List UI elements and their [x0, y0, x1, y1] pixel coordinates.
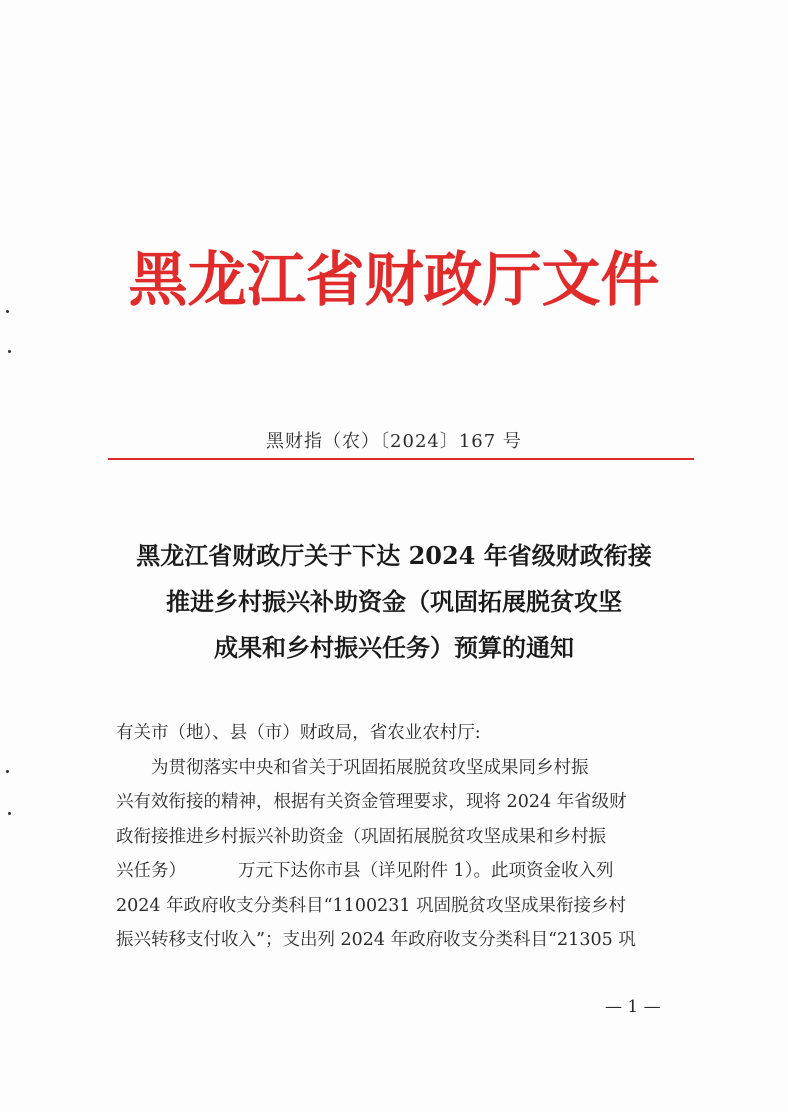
- scan-speck: [8, 350, 11, 353]
- document-body: [116, 716, 716, 958]
- paragraph-line: 政衔接推进乡村振兴补助资金（巩固拓展脱贫攻坚成果和乡村振: [116, 826, 606, 847]
- paragraph-line: [116, 854, 716, 889]
- paragraph-line: 为贯彻落实中央和省关于巩固拓展脱贫攻坚成果同乡村振: [151, 757, 589, 778]
- page-number: — 1 —: [605, 997, 661, 1017]
- document-title: [80, 533, 708, 671]
- title-line: 成果和乡村振兴任务）预算的通知: [214, 633, 574, 662]
- scan-speck: [6, 770, 9, 773]
- title-line: 黑龙江省财政厅关于下达 2024 年省级财政衔接: [136, 541, 652, 570]
- salutation: 有关市（地）、县（市）财政局，省农业农村厅:: [116, 723, 481, 743]
- paragraph-fragment: 兴任务）: [116, 861, 186, 881]
- title-line: 推进乡村振兴补助资金（巩固拓展脱贫攻坚: [166, 587, 622, 616]
- scan-speck: [8, 812, 11, 815]
- paragraph-line: 兴有效衔接的精神，根据有关资金管理要求，现将 2024 年省级财: [116, 792, 627, 812]
- document-number: 黑财指（农）〔2024〕167 号: [266, 431, 522, 452]
- paragraph-line: 振兴转移支付收入”；支出列 2024 年政府收支分类科目“21305 巩: [116, 930, 636, 950]
- paragraph-fragment: 万元下达你市县（详见附件 1）。此项资金收入列: [238, 861, 614, 881]
- agency-header-title: 黑龙江省财政厅文件: [128, 245, 660, 314]
- paragraph-line: 2024 年政府收支分类科目“1100231 巩固脱贫攻坚成果衔接乡村: [116, 895, 627, 916]
- red-divider-line: [108, 458, 694, 460]
